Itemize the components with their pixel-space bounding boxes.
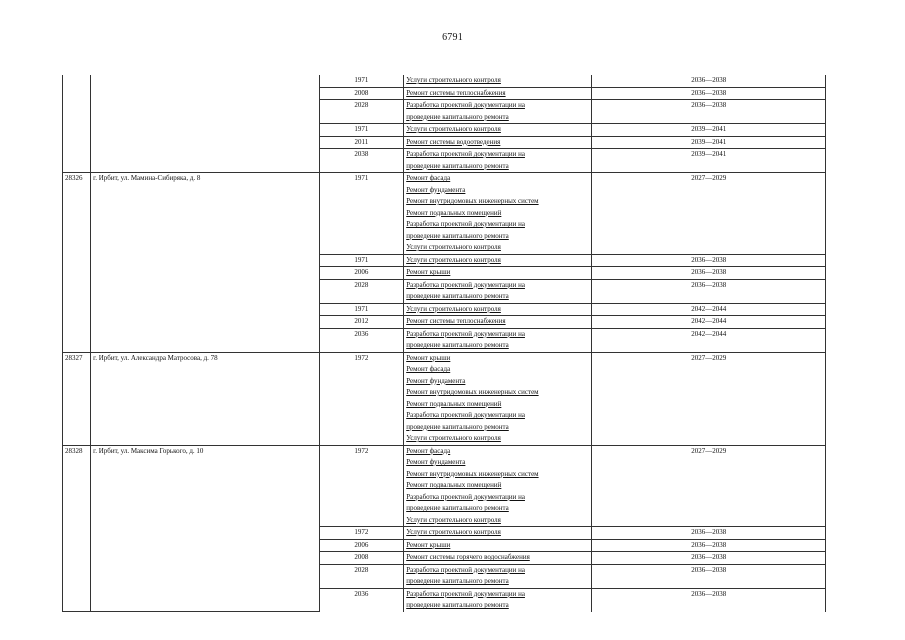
year-cell: 1971 (319, 75, 404, 87)
work-types-cell (404, 316, 592, 329)
work-type: проведение капитального ремонта (406, 161, 509, 170)
building-address: г. Ирбит, ул. Александра Матросова, д. 78 (91, 352, 319, 445)
period-cell: 2036—2038 (592, 552, 826, 565)
work-type: Ремонт системы горячего водоснабжения (406, 553, 530, 561)
work-type: Ремонт системы водоотведения (406, 137, 501, 146)
work-type: Ремонт подвальных помещений (406, 399, 502, 408)
work-type: проведение капитального ремонта (406, 422, 509, 431)
year-cell: 2028 (319, 564, 404, 588)
work-type: Ремонт фасада (406, 174, 451, 182)
period-cell: 2039—2041 (592, 124, 826, 137)
period-cell: 2036—2038 (592, 267, 826, 280)
work-type: Ремонт внутридомовых инженерных систем (406, 388, 539, 396)
period-cell: 2039—2041 (592, 149, 826, 173)
work-types-cell (404, 303, 592, 316)
building-address: г. Ирбит, ул. Мамина-Сибиряка, д. 8 (91, 173, 319, 353)
work-type: Ремонт крыши (406, 540, 451, 549)
work-type: проведение капитального ремонта (406, 231, 509, 240)
work-type: проведение капитального ремонта (406, 601, 509, 609)
building-address (91, 75, 319, 173)
table-row (63, 75, 826, 87)
year-cell: 2011 (319, 136, 404, 149)
work-type: проведение капитального ремонта (406, 577, 509, 585)
period-cell: 2042—2044 (592, 303, 826, 316)
work-type: Ремонт системы теплоснабжения (406, 88, 506, 97)
work-type: Ремонт фундамента (406, 376, 466, 385)
work-type: Ремонт крыши (406, 268, 451, 276)
work-type: Услуги строительного контроля (406, 243, 501, 251)
year-cell: 2028 (319, 100, 404, 124)
work-type: проведение капитального ремонта (406, 292, 509, 300)
period-cell: 2036—2038 (592, 100, 826, 124)
work-type: Услуги строительного контроля (406, 255, 501, 264)
work-type: Ремонт фасада (406, 446, 451, 455)
work-type: Ремонт фасада (406, 365, 451, 373)
year-cell: 2012 (319, 316, 404, 329)
work-types-cell (404, 539, 592, 552)
work-type: Разработка проектной документации на (406, 411, 525, 419)
year-cell: 2036 (319, 588, 404, 612)
work-types-cell (404, 328, 592, 352)
work-types-cell (404, 75, 592, 87)
work-type: Разработка проектной документации на (406, 329, 525, 338)
period-cell: 2036—2038 (592, 539, 826, 552)
year-cell: 2028 (319, 279, 404, 303)
period-cell: 2027—2029 (592, 445, 826, 527)
work-type: проведение капитального ремонта (406, 504, 509, 512)
work-type: Ремонт внутридомовых инженерных систем (406, 469, 539, 478)
year-cell: 2006 (319, 539, 404, 552)
work-types-cell (404, 527, 592, 540)
year-cell: 1971 (319, 254, 404, 267)
work-type: Разработка проектной документации на (406, 220, 525, 228)
table-row (63, 173, 826, 255)
work-type: Ремонт крыши (406, 353, 451, 362)
year-cell: 1971 (319, 303, 404, 316)
work-type: Разработка проектной документации на (406, 101, 525, 109)
work-type: Разработка проектной документации на (406, 565, 525, 574)
work-type: проведение капитального ремонта (406, 341, 509, 349)
year-cell: 1972 (319, 352, 404, 445)
period-cell: 2042—2044 (592, 328, 826, 352)
year-cell: 1971 (319, 173, 404, 255)
work-type: Услуги строительного контроля (406, 304, 501, 313)
work-types-cell (404, 588, 592, 612)
work-type: Разработка проектной документации на (406, 492, 525, 501)
period-cell: 2036—2038 (592, 254, 826, 267)
work-type: Ремонт фундамента (406, 185, 466, 194)
table-row (63, 445, 826, 527)
work-type: Услуги строительного контроля (406, 528, 501, 536)
period-cell: 2036—2038 (592, 75, 826, 87)
work-type: Услуги строительного контроля (406, 434, 501, 442)
work-types-cell (404, 136, 592, 149)
work-types-cell (404, 445, 592, 527)
period-cell: 2036—2038 (592, 588, 826, 612)
year-cell: 2008 (319, 552, 404, 565)
work-type: Ремонт подвальных помещений (406, 481, 502, 489)
work-types-cell (404, 564, 592, 588)
work-type: Услуги строительного контроля (406, 76, 501, 84)
work-types-cell (404, 279, 592, 303)
year-cell: 2008 (319, 87, 404, 100)
period-cell: 2042—2044 (592, 316, 826, 329)
work-type: Ремонт фундамента (406, 458, 466, 466)
work-types-cell (404, 352, 592, 445)
work-type: Разработка проектной документации на (406, 280, 525, 289)
year-cell: 2036 (319, 328, 404, 352)
work-types-cell (404, 267, 592, 280)
work-type: Ремонт подвальных помещений (406, 208, 502, 217)
row-number: 28328 (63, 445, 91, 612)
period-cell: 2036—2038 (592, 87, 826, 100)
work-types-cell (404, 149, 592, 173)
work-type: Услуги строительного контроля (406, 515, 501, 524)
period-cell: 2039—2041 (592, 136, 826, 149)
work-types-cell (404, 254, 592, 267)
work-type: Разработка проектной документации на (406, 150, 525, 158)
building-address: г. Ирбит, ул. Максима Горького, д. 10 (91, 445, 319, 612)
row-number (63, 75, 91, 173)
work-type: Ремонт системы теплоснабжения (406, 317, 506, 325)
work-type: Разработка проектной документации на (406, 589, 525, 598)
year-cell: 2038 (319, 149, 404, 173)
period-cell: 2027—2029 (592, 352, 826, 445)
table-row (63, 352, 826, 445)
table-body (63, 75, 826, 612)
year-cell: 1972 (319, 445, 404, 527)
year-cell: 1972 (319, 527, 404, 540)
work-type: Ремонт внутридомовых инженерных систем (406, 197, 539, 205)
page-number: 6791 (442, 32, 463, 43)
work-types-cell (404, 124, 592, 137)
row-number: 28327 (63, 352, 91, 445)
work-types-cell (404, 552, 592, 565)
period-cell: 2036—2038 (592, 279, 826, 303)
work-type: проведение капитального ремонта (406, 112, 509, 121)
year-cell: 2006 (319, 267, 404, 280)
period-cell: 2036—2038 (592, 564, 826, 588)
period-cell: 2027—2029 (592, 173, 826, 255)
capital-repair-table (62, 75, 826, 612)
year-cell: 1971 (319, 124, 404, 137)
period-cell: 2036—2038 (592, 527, 826, 540)
work-types-cell (404, 100, 592, 124)
work-types-cell (404, 173, 592, 255)
work-types-cell (404, 87, 592, 100)
work-type: Услуги строительного контроля (406, 125, 501, 133)
row-number: 28326 (63, 173, 91, 353)
